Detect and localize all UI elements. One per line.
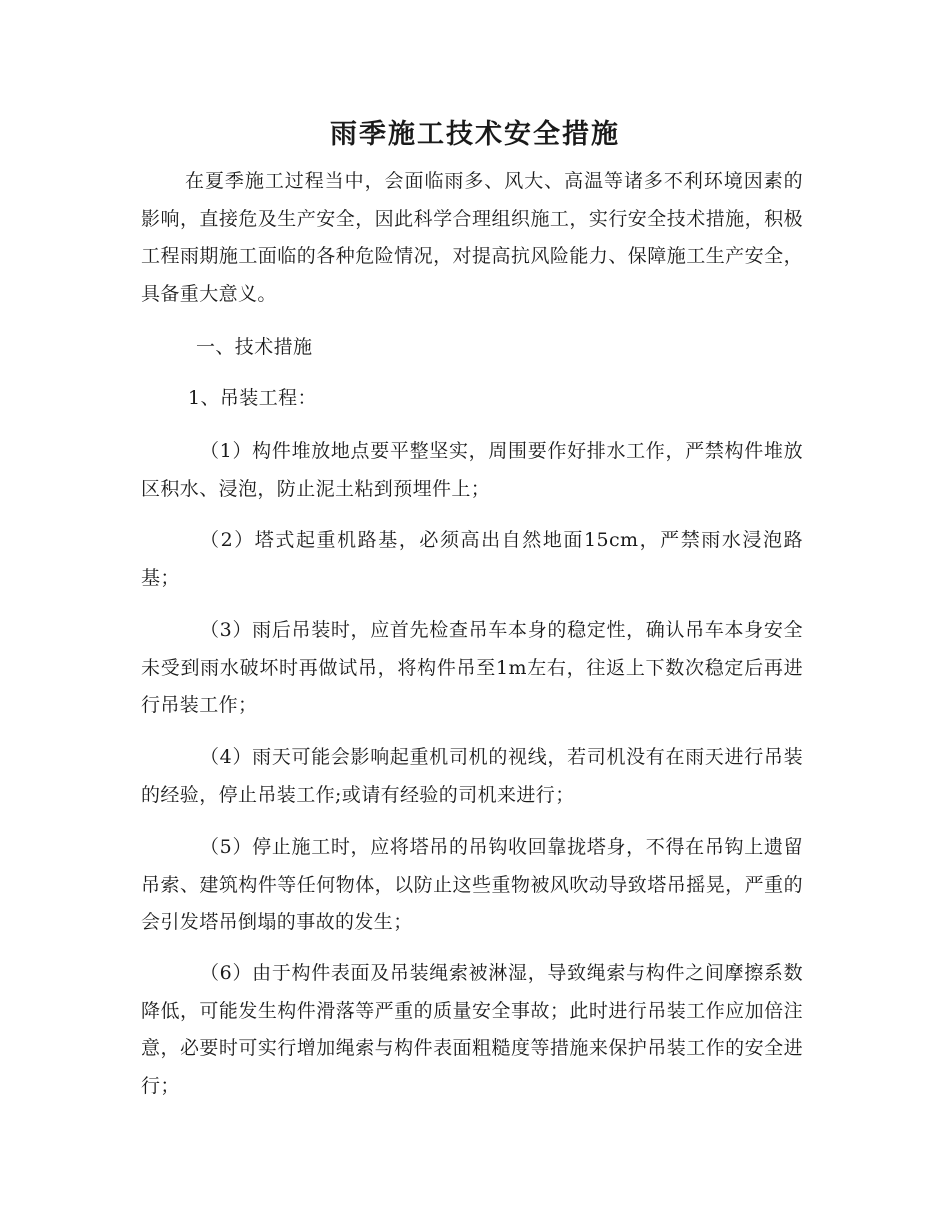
measure-item-4: （4）雨天可能会影响起重机司机的视线，若司机没有在雨天进行吊装的经验，停止吊装工作;或请有经验的司机来进行； xyxy=(141,746,803,806)
measure-item-2: （2）塔式起重机路基，必须高出自然地面15cm，严禁雨水浸泡路基； xyxy=(141,529,803,589)
section-heading: 一、技术措施 xyxy=(196,336,313,358)
measure-item-3: （3）雨后吊装时，应首先检查吊车本身的稳定性，确认吊车本身安全未受到雨水破坏时再做试吊，将构件吊至1m左右，往返上下数次稳定后再进行吊装工作； xyxy=(141,619,803,716)
intro-paragraph: 在夏季施工过程当中，会面临雨多、风大、高温等诸多不利环境因素的影响，直接危及生产安全，因此科学合理组织施工，实行安全技术措施，积极工程雨期施工面临的各种危险情况，对提高抗风险能力、保障施工生产安全，具备重大意义。 xyxy=(141,170,803,305)
subsection-heading: 1、吊装工程： xyxy=(188,387,317,409)
document-title: 雨季施工技术安全措施 xyxy=(330,119,620,150)
measure-item-6: （6）由于构件表面及吊装绳索被淋湿，导致绳索与构件之间摩擦系数降低，可能发生构件滑落等严重的质量安全事故；此时进行吊装工作应加倍注意，必要时可实行增加绳索与构件表面粗糙度等措施来保护吊装工作的安全进行； xyxy=(141,962,803,1097)
measure-item-1: （1）构件堆放地点要平整坚实，周围要作好排水工作，严禁构件堆放区积水、浸泡，防止泥土粘到预埋件上； xyxy=(141,440,803,500)
measure-item-5: （5）停止施工时，应将塔吊的吊钩收回靠拢塔身，不得在吊钩上遗留吊索、建筑构件等任何物体，以防止这些重物被风吹动导致塔吊摇晃，严重的会引发塔吊倒塌的事故的发生； xyxy=(141,836,803,933)
